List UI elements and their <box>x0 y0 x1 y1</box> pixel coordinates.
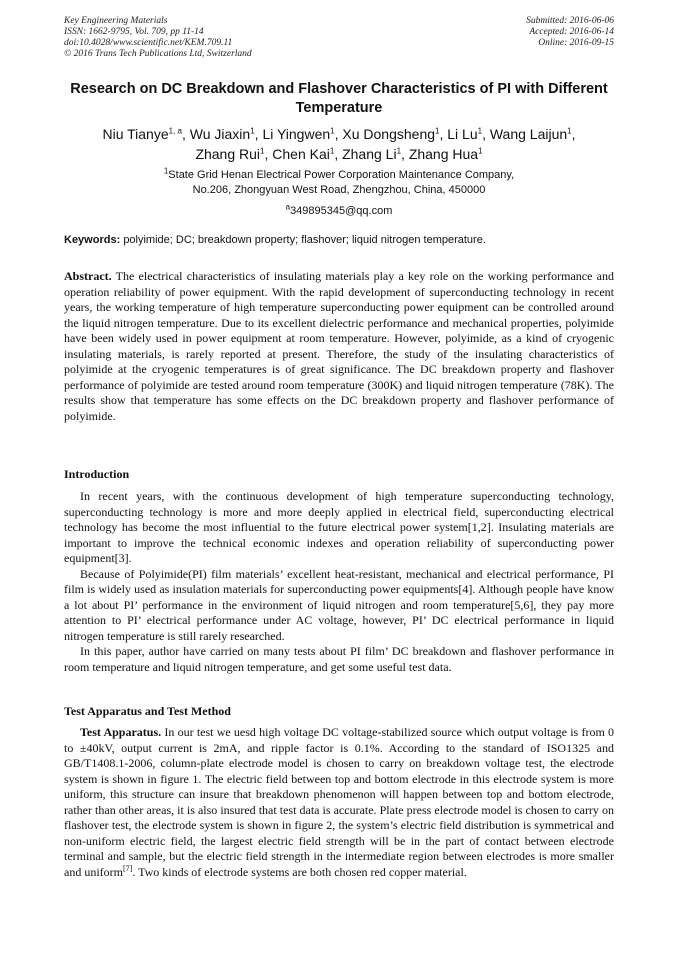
author-name: Xu Dongsheng <box>342 126 436 142</box>
test-apparatus-label: Test Apparatus. <box>80 725 162 739</box>
author-affiliation-mark: 1 <box>260 146 265 156</box>
journal-issn: ISSN: 1662-9795, Vol. 709, pp 11-14 <box>64 27 204 37</box>
keywords-text: polyimide; DC; breakdown property; flashover; liquid nitrogen temperature. <box>123 234 486 246</box>
citation-ref: [7] <box>123 863 133 873</box>
author-name: Li Lu <box>447 126 478 142</box>
author-name: Niu Tianye <box>102 126 169 142</box>
introduction-body <box>64 489 614 675</box>
submitted-date: Submitted: 2016-06-06 <box>526 16 614 26</box>
author-affiliation-mark: 1 <box>250 126 255 136</box>
author-affiliation-mark: 1 <box>330 126 335 136</box>
intro-paragraph: In this paper, author have carried on many tests about PI film’ DC breakdown and flashover performance in room temperature and liquid nitrogen temperature, and get some useful test data. <box>64 644 614 674</box>
test-apparatus-text-end: . Two kinds of electrode systems are both chosen red copper material. <box>132 864 467 879</box>
author-affiliation-mark: 1 <box>567 126 572 136</box>
author-name: Chen Kai <box>272 146 330 162</box>
intro-paragraph: Because of Polyimide(PI) film materials’ excellent heat-resistant, mechanical and electrical performance, PI film is widely used as insulation materials for superconducting power equipments[4]. Although people have know a lot about PI’ performance in the environment of liquid nitrogen and room temperature[5,6], they pay more attention to PI’ electrical performance under AC voltage, however, PI’ DC electrical performance in liquid nitrogen temperature is still rarely researched. <box>64 566 614 643</box>
author-affiliation-mark: 1 <box>396 146 402 156</box>
affiliation <box>64 168 614 198</box>
author-name: Zhang Rui <box>195 146 261 162</box>
affiliation-mark: 1 <box>163 166 169 176</box>
accepted-date: Accepted: 2016-06-14 <box>529 27 614 37</box>
intro-paragraph: In recent years, with the continuous development of high temperature superconducting technology, superconducting technology is more and more deeply applied in electrical field, superconducting electrical technology has become the most influential to the future electrical power system[1,2]. Insulating materials are important to improve the technical economic indexes and operation reliability of superconducting power equipment[3]. <box>64 489 614 565</box>
abstract-label: Abstract. <box>64 269 112 283</box>
test-apparatus-body <box>64 725 614 880</box>
author-affiliation-mark: 1 <box>329 146 335 156</box>
author-name: Zhang Hua <box>408 146 479 162</box>
test-apparatus-text: In our test we uesd high voltage DC voltage-stabilized source which output voltage is from 0 to ±40kV, output current is 2mA, and ripple factor is 0.1%. According to the standard of ISO1325 and GB/T1408.1-2006, column-plate electrode model is chosen to carry on breakdown voltage test, the electrode system is shown in figure 1. The electric field between top and bottom electrode in this electrode system is more uniform, this structure can insure that breakdown phenomenon will happen between top and bottom electrode, rather than other areas, it is also insured that test data is accurate. Plate press electrode model is chosen to carry on flashover test, the electrode system is shown in figure 2, the system’s electric field distribution is symmetrical and non-uniform electric field, the largest electric field strength will be in the part of contact between electrode terminal and sample, but the electric field strength in the intermediate region between electrodes is more smaller and uniform <box>64 725 614 879</box>
email-mark: a <box>285 202 291 212</box>
keywords-label: Keywords: <box>64 234 121 246</box>
abstract <box>64 269 614 424</box>
author-name: Li Yingwen <box>262 126 331 142</box>
journal-doi: doi:10.4028/www.scientific.net/KEM.709.11 <box>64 38 233 48</box>
affiliation-line-2: No.206, Zhongyuan West Road, Zhengzhou, China, 450000 <box>192 184 486 196</box>
journal-name: Key Engineering Materials <box>64 16 168 26</box>
author-name: Wang Laijun <box>489 126 568 142</box>
journal-info <box>64 16 252 60</box>
abstract-text: The electrical characteristics of insulating materials play a key role on the working performance and operation reliability of power equipment. With the rapid development of superconducting technology in recent years, the working temperature of high temperature superconducting power equipment can be controlled around the liquid nitrogen temperature. Due to its excellent dielectric performance and mechanical properties, polyimide have been widely used in power equipment at room temperature. However, polyimide, as a kind of cryogenic insulating materials, is rarely reported at present. Therefore, the study of the insulating characteristics of polyimide at the cryogenic temperatures is of great significance. The DC breakdown property and flashover performance of polyimide are tested around room temperature (300K) and liquid nitrogen temperature (78K). The results show that temperature has some effects on the DC breakdown property and flashover performance of polyimide. <box>64 269 614 423</box>
submission-dates <box>526 16 614 49</box>
author-email <box>64 202 614 217</box>
author-affiliation-mark: 1 <box>477 126 483 136</box>
author-affiliation-mark: 1 <box>478 146 483 156</box>
journal-copyright: © 2016 Trans Tech Publications Ltd, Switzerland <box>64 49 252 59</box>
introduction-heading: Introduction <box>64 467 130 481</box>
author-name: Zhang Li <box>342 146 397 162</box>
test-section-heading: Test Apparatus and Test Method <box>64 704 231 718</box>
author-name: Wu Jiaxin <box>189 126 251 142</box>
keywords <box>64 234 614 246</box>
email-address: 349895345@qq.com <box>290 205 393 217</box>
author-list: Niu Tianye$^{1, a}$, Wu Jiaxin$^1$, Li Yingwen$^1$, Xu Dongsheng$^1$, Li Lu$^1$, Wang Laijun$^1$, Zhang Rui$^1$, Chen Kai$^1$, Zhang Li$^1$, Zhang Hua$^1$ <box>102 126 576 162</box>
paper-title: Research on DC Breakdown and Flashover Characteristics of PI with Different Temperature <box>70 81 608 116</box>
affiliation-line-1: State Grid Henan Electrical Power Corporation Maintenance Company, <box>168 169 515 181</box>
online-date: Online: 2016-09-15 <box>538 38 614 48</box>
author-affiliation-mark: 1 <box>435 126 440 136</box>
author-affiliation-mark: 1, a <box>168 126 182 136</box>
